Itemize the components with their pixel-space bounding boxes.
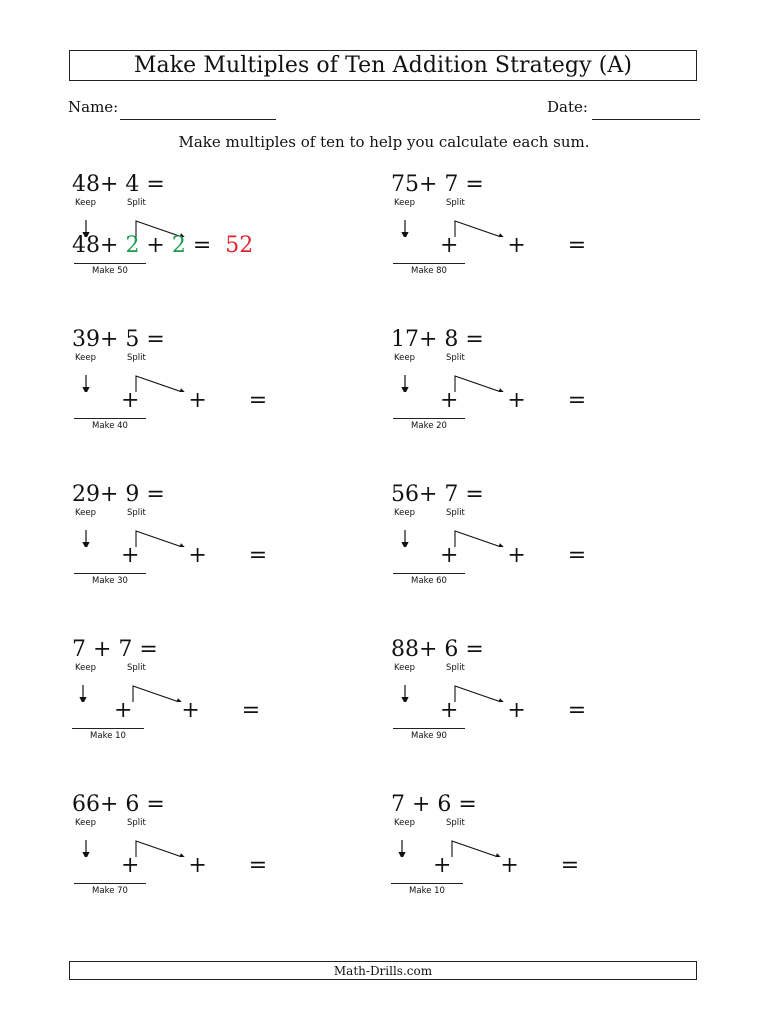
- worksheet-title: Make Multiples of Ten Addition Strategy (A): [69, 50, 697, 81]
- make-label: Make 20: [411, 421, 447, 431]
- make-label: Make 70: [92, 886, 128, 896]
- answer-template: + + =: [72, 543, 268, 568]
- make-ten-underline[interactable]: [74, 418, 146, 419]
- answer-template: + + =: [72, 388, 268, 413]
- problem-block: [391, 482, 711, 622]
- make-ten-underline[interactable]: [391, 883, 463, 884]
- answer-template: + + =: [391, 853, 580, 878]
- make-label: Make 50: [92, 266, 128, 276]
- split-part-one: 2: [125, 233, 140, 258]
- answer-template: + + =: [391, 233, 587, 258]
- make-label: Make 40: [92, 421, 128, 431]
- make-ten-underline[interactable]: [72, 728, 144, 729]
- worked-solution: 48+ 2 + 2 = 52: [72, 233, 254, 258]
- answer-template: + + =: [72, 853, 268, 878]
- keep-label: Keep: [75, 353, 97, 363]
- kept-number: 48: [72, 233, 100, 258]
- footer-credit: Math-Drills.com: [69, 961, 697, 980]
- problem-expression: 88+ 6 =: [391, 637, 484, 662]
- make-label: Make 30: [92, 576, 128, 586]
- problem-expression: 17+ 8 =: [391, 327, 484, 352]
- split-label: Split: [127, 198, 146, 208]
- split-label: Split: [127, 818, 146, 828]
- make-ten-underline[interactable]: [74, 883, 146, 884]
- problem-expression: 39+ 5 =: [72, 327, 165, 352]
- problem-block: [72, 792, 392, 932]
- make-label: Make 10: [409, 886, 445, 896]
- keep-label: Keep: [394, 818, 416, 828]
- make-ten-underline[interactable]: [393, 728, 465, 729]
- problem-block: [72, 637, 392, 777]
- keep-label: Keep: [75, 818, 97, 828]
- name-label: Name:: [68, 98, 119, 116]
- make-ten-underline[interactable]: [393, 263, 465, 264]
- make-label: Make 90: [411, 731, 447, 741]
- keep-label: Keep: [75, 508, 97, 518]
- split-label: Split: [446, 663, 465, 673]
- split-label: Split: [446, 818, 465, 828]
- answer-template: + + =: [72, 698, 261, 723]
- keep-label: Keep: [394, 508, 416, 518]
- problem-expression: 66+ 6 =: [72, 792, 165, 817]
- answer-template: + + =: [391, 388, 587, 413]
- instructions: Make multiples of ten to help you calculate each sum.: [178, 133, 590, 151]
- problem-expression: 75+ 7 =: [391, 172, 484, 197]
- problem-block: [72, 327, 392, 467]
- problem-expression: 7 + 7 =: [72, 637, 158, 662]
- split-label: Split: [127, 353, 146, 363]
- keep-label: Keep: [75, 198, 97, 208]
- answer: 52: [225, 233, 254, 258]
- split-label: Split: [446, 508, 465, 518]
- make-label: Make 80: [411, 266, 447, 276]
- split-part-two: 2: [171, 233, 186, 258]
- problem-block: [72, 482, 392, 622]
- split-label: Split: [127, 508, 146, 518]
- problem-expression: 56+ 7 =: [391, 482, 484, 507]
- date-label: Date:: [547, 98, 588, 116]
- make-label: Make 60: [411, 576, 447, 586]
- split-label: Split: [446, 353, 465, 363]
- split-label: Split: [446, 198, 465, 208]
- make-ten-underline[interactable]: [74, 573, 146, 574]
- problem-block: [391, 792, 711, 932]
- answer-template: + + =: [391, 698, 587, 723]
- problem-expression: 48+ 4 =: [72, 172, 165, 197]
- split-label: Split: [127, 663, 146, 673]
- answer-template: + + =: [391, 543, 587, 568]
- problem-block: [72, 172, 392, 312]
- keep-label: Keep: [394, 663, 416, 673]
- make-ten-underline[interactable]: [393, 418, 465, 419]
- problem-block: [391, 637, 711, 777]
- problem-expression: 7 + 6 =: [391, 792, 477, 817]
- problem-block: [391, 327, 711, 467]
- keep-label: Keep: [394, 198, 416, 208]
- make-ten-underline: [74, 263, 146, 264]
- make-ten-underline[interactable]: [393, 573, 465, 574]
- keep-label: Keep: [394, 353, 416, 363]
- make-label: Make 10: [90, 731, 126, 741]
- problem-block: [391, 172, 711, 312]
- date-field-line[interactable]: [592, 119, 700, 120]
- problem-expression: 29+ 9 =: [72, 482, 165, 507]
- name-field-line[interactable]: [120, 119, 276, 120]
- keep-label: Keep: [75, 663, 97, 673]
